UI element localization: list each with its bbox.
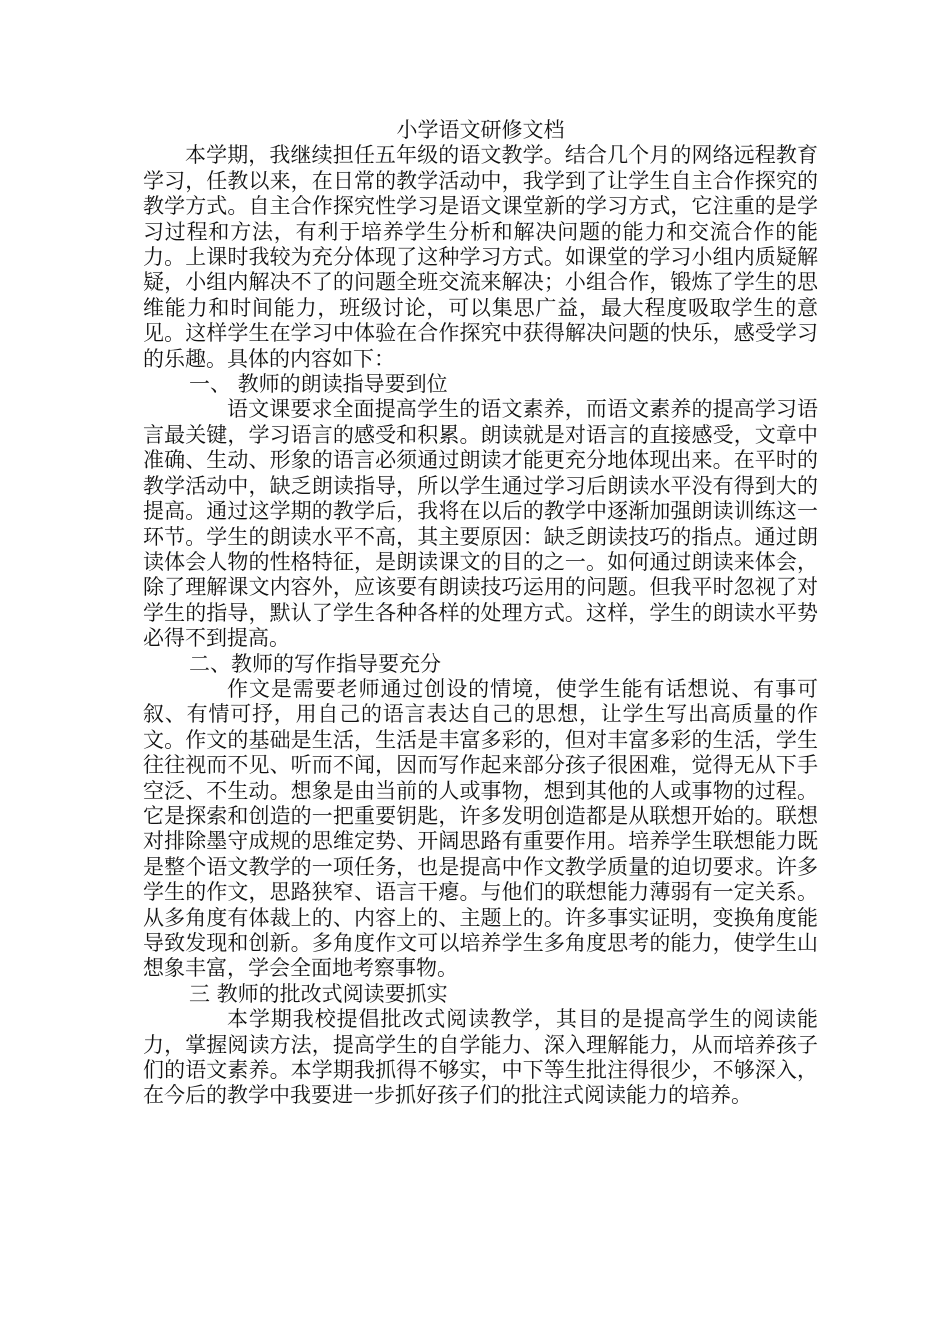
section-heading-writing: 二、教师的写作指导要充分 — [189, 651, 441, 676]
document-body — [143, 118, 818, 1109]
section-heading-annotated-reading: 三 教师的批改式阅读要抓实 — [189, 981, 448, 1006]
section-body-writing: 作文是需要老师通过创设的情境，使学生能有话想说、有事可叙、有情可抒，用自己的语言表达自己的思想，让学生写出高质量的作文。作文的基础是生活，生活是丰富多彩的，但对丰富多彩的生活，学生往往视而不见、听而不闻，因而写作起来部分孩子很困难，觉得无从下手空泛、不生动。想象是由当前的人或事物，想到其他的人或事物的过程。它是探索和创造的一把重要钥匙，许多发明创造都是从联想开始的。联想对排除墨守成规的思维定势、开阔思路有重要作用。培养学生联想能力既是整个语文教学的一项任务，也是提高中作文教学质量的迫切要求。许多学生的作文，思路狭窄、语言干瘪。与他们的联想能力薄弱有一定关系。从多角度有体裁上的、内容上的、主题上的。许多事实证明，变换角度能导致发现和创新。多角度作文可以培养学生多角度思考的能力，使学生山想象丰富，学会全面地考察事物。 — [143, 676, 818, 981]
intro-paragraph: 本学期，我继续担任五年级的语文教学。结合几个月的网络远程教育学习，任教以来，在日常的教学活动中，我学到了让学生自主合作探究的教学方式。自主合作探究性学习是语文课堂新的学习方式，它注重的是学习过程和方法，有利于培养学生分析和解决问题的能力和交流合作的能力。上课时我较为充分体现了这种学习方式。如课堂的学习小组内质疑解疑，小组内解决不了的问题全班交流来解决；小组合作，锻炼了学生的思维能力和时间能力，班级讨论，可以集思广益，最大程度吸取学生的意见。这样学生在学习中体验在合作探究中获得解决问题的快乐，感受学习的乐趣。具体的内容如下： — [143, 143, 818, 371]
section-heading-reading: 一、 教师的朗读指导要到位 — [189, 372, 448, 397]
document-title: 小学语文研修文档 — [396, 118, 565, 142]
section-body-annotated-reading: 本学期我校提倡批改式阅读教学，其目的是提高学生的阅读能力，掌握阅读方法，提高学生的自学能力、深入理解能力，从而培养孩子们的语文素养。本学期我抓得不够实，中下等生批注得很少，不够深入，在今后的教学中我要进一步抓好孩子们的批注式阅读能力的培养。 — [143, 1007, 818, 1108]
section-body-reading: 语文课要求全面提高学生的语文素养，而语文素养的提高学习语言最关键，学习语言的感受和积累。朗读就是对语言的直接感受，文章中准确、生动、形象的语言必须通过朗读才能更充分地体现出来。在平时的教学活动中，缺乏朗读指导，所以学生通过学习后朗读水平没有得到大的提高。通过这学期的教学后，我将在以后的教学中逐渐加强朗读训练这一环节。学生的朗读水平不高，其主要原因：缺乏朗读技巧的指点。通过朗读体会人物的性格特征，是朗读课文的目的之一。如何通过朗读来体会，除了理解课文内容外，应该要有朗读技巧运用的问题。但我平时忽视了对学生的指导，默认了学生各种各样的处理方式。这样，学生的朗读水平势必得不到提高。 — [143, 397, 818, 651]
